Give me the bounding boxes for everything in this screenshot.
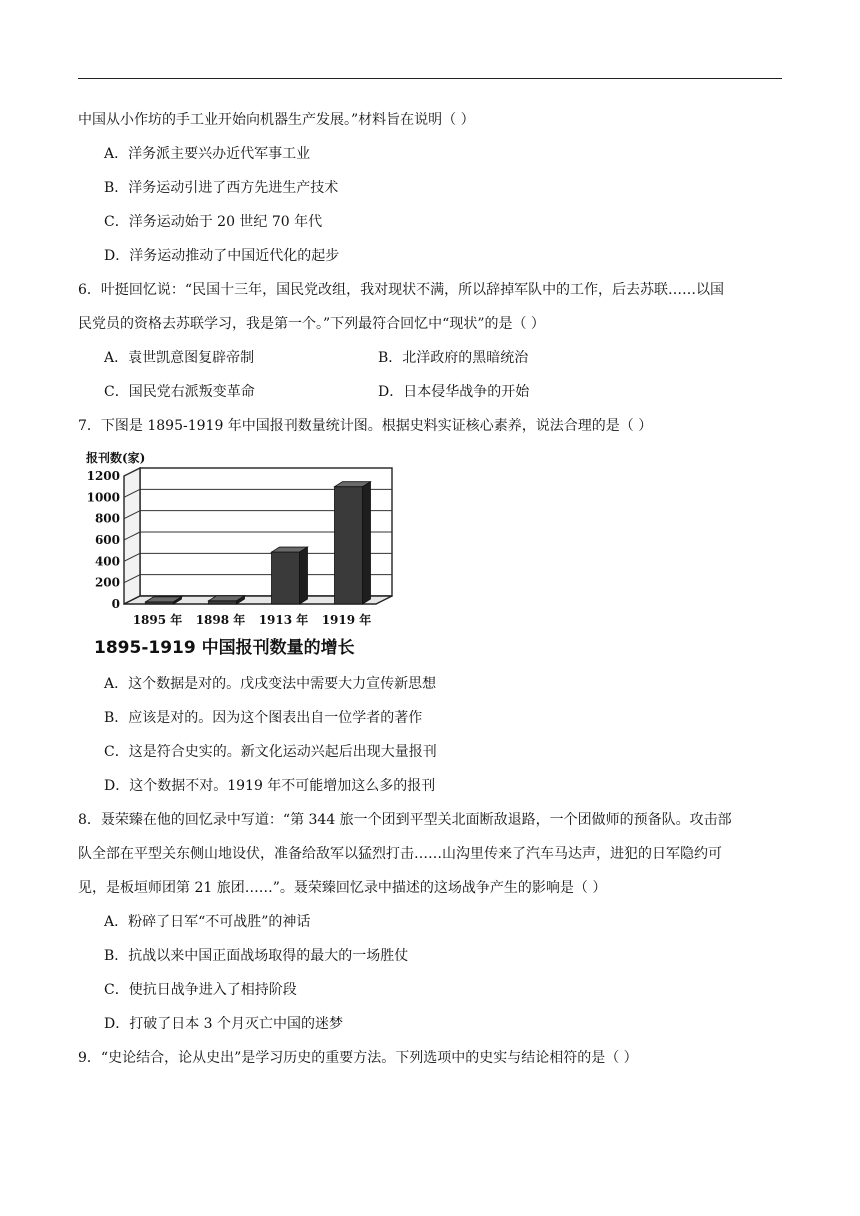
chart-y-tick-label: 1200: [86, 469, 120, 483]
chart-bar-side: [300, 547, 308, 604]
q7-option-a: A．这个数据是对的。戊戌变法中需要大力宣传新思想: [104, 676, 437, 692]
chart-y-tick-label: 0: [111, 597, 120, 611]
chart-x-tick-label: 1913 年: [258, 613, 309, 627]
chart-y-tick-label: 600: [94, 533, 120, 547]
chart-bar: [335, 482, 371, 604]
q7-option-c: C．这是符合史实的。新文化运动兴起后出现大量报刊: [104, 744, 437, 760]
q8-option-c: C．使抗日战争进入了相持阶段: [104, 982, 297, 998]
chart-x-tick-label: 1895 年: [132, 613, 183, 627]
chart-bar: [209, 596, 245, 604]
chart-bar: [272, 547, 308, 604]
q6-stem-line2: 民党员的资格去苏联学习，我是第一个。”下列最符合回忆中“现状”的是（ ）: [78, 316, 545, 332]
chart-y-tick-label: 400: [94, 554, 120, 569]
chart-y-tick-label: 200: [94, 575, 120, 590]
q6-stem-line1: 6．叶挺回忆说：“民国十三年，国民党改组，我对现状不满，所以辞掉军队中的工作，后去苏联……以国: [78, 282, 725, 298]
q8-stem-line3: 见，是板垣师团第 21 旅团……”。聂荣臻回忆录中描述的这场战争产生的影响是（ ）: [78, 880, 607, 896]
q5-option-a: A．洋务派主要兴办近代军事工业: [104, 146, 311, 162]
chart-x-tick-label: 1898 年: [195, 613, 246, 627]
q8-option-d: D．打破了日本 3 个月灭亡中国的迷梦: [104, 1016, 344, 1032]
q8-stem-line1: 8．聂荣臻在他的回忆录中写道：“第 344 旅一个团到平型关北面断敌退路，一个团做师的预备队。攻击部: [78, 812, 732, 828]
chart-bar-front: [272, 552, 300, 604]
chart-x-tick-label: 1919 年: [321, 613, 372, 627]
chart-y-axis-label: 报刊数(家): [86, 451, 146, 465]
q6-option-d: D．日本侵华战争的开始: [378, 384, 530, 400]
q6-option-a: A．袁世凯意图复辟帝制: [104, 350, 255, 366]
chart-bar-front: [209, 601, 237, 604]
chart-y-tick-label: 800: [94, 511, 120, 526]
q7-stem: 7．下图是 1895-1919 年中国报刊数量统计图。根据史料实证核心素养，说法合理的是（ ）: [78, 418, 653, 434]
q7-option-b: B．应该是对的。因为这个图表出自一位学者的著作: [104, 710, 423, 726]
q5-option-c: C．洋务运动始于 20 世纪 70 年代: [104, 214, 323, 230]
chart-y-ticks: [87, 469, 120, 611]
chart-title: 1895-1919 中国报刊数量的增长: [94, 638, 355, 658]
chart-bar-front: [335, 487, 363, 604]
q5-option-b: B．洋务运动引进了西方先进生产技术: [104, 180, 339, 196]
q9-stem: 9．“史论结合，论从史出”是学习历史的重要方法。下列选项中的史实与结论相符的是（ ）: [78, 1050, 638, 1066]
q5-stem: 中国从小作坊的手工业开始向机器生产发展。”材料旨在说明（ ）: [78, 112, 475, 128]
q6-option-b: B．北洋政府的黑暗统治: [378, 350, 529, 366]
chart-x-ticks: [133, 612, 372, 627]
header-rule: [78, 78, 782, 79]
q6-option-c: C．国民党右派叛变革命: [104, 384, 255, 400]
q8-option-a: A．粉碎了日军“不可战胜”的神话: [104, 914, 311, 930]
newspaper-count-chart: [84, 446, 404, 664]
chart-y-tick-label: 1000: [86, 490, 120, 505]
q8-stem-line2: 队全部在平型关东侧山地设伏，准备给敌军以猛烈打击……山沟里传来了汽车马达声，进犯的日军隐约可: [78, 846, 722, 862]
q8-option-b: B．抗战以来中国正面战场取得的最大的一场胜仗: [104, 948, 409, 964]
q7-option-d: D．这个数据不对。1919 年不可能增加这么多的报刊: [104, 778, 436, 794]
chart-bar-side: [363, 482, 371, 604]
q5-option-d: D．洋务运动推动了中国近代化的起步: [104, 248, 340, 264]
